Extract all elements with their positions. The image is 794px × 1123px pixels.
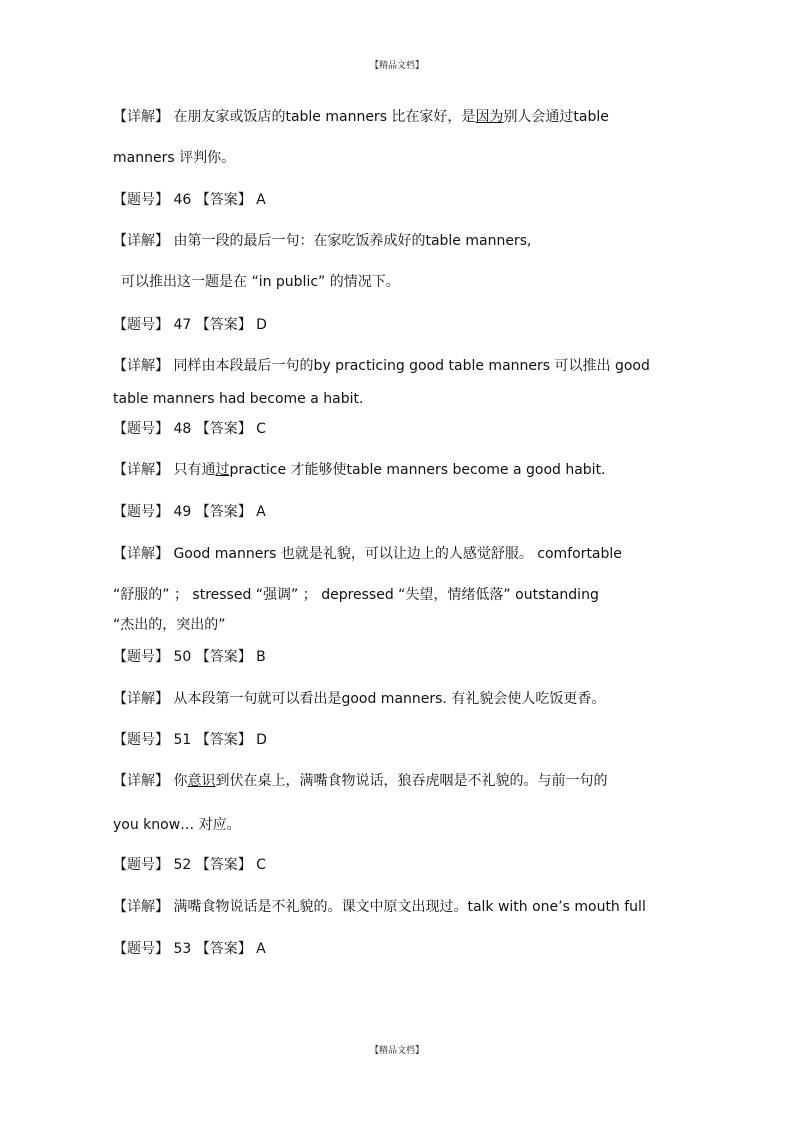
text-line: 【详解】 由第一段的最后一句：在家吃饭养成好的table manners, — [113, 233, 532, 249]
question-number-line: 【题号】 49 【答案】 A — [113, 504, 266, 520]
text-line: 【详解】 同样由本段最后一句的by practicing good table manners 可以推出 good — [113, 358, 650, 374]
underlined-text: 意识 — [187, 773, 216, 789]
text-line: 【详解】 满嘴食物说话是不礼貌的。课文中原文出现过。talk with one’s mouth full — [113, 899, 646, 915]
text-line — [113, 461, 684, 479]
question-number-line: 【题号】 51 【答案】 D — [113, 732, 267, 748]
text-line: you know… 对应。 — [113, 817, 241, 833]
page-header: 【精品文档】 — [369, 61, 424, 71]
text-segment: practice 才能够使table manners become a good habit. — [229, 462, 606, 478]
text-segment: 别人会通过table — [503, 109, 609, 125]
text-segment: 到伏在桌上，满嘴食物说话，狼吞虎咽是不礼貌的。与前一句的 — [215, 773, 608, 789]
text-segment: 【详解】 在朋友家或饭店的table manners 比在家好，是 — [113, 109, 476, 125]
text-line: 【详解】 Good manners 也就是礼貌，可以让边上的人感觉舒服。 comfortable — [113, 546, 622, 562]
text-line: manners 评判你。 — [113, 150, 236, 166]
text-line — [113, 772, 684, 790]
question-number-line: 【题号】 48 【答案】 C — [113, 421, 266, 437]
text-segment: 【详解】 只有通 — [113, 462, 216, 478]
text-line: table manners had become a habit. — [113, 391, 364, 407]
underlined-text: 因为 — [475, 109, 504, 125]
page-footer: 【精品文档】 — [369, 1046, 424, 1056]
question-number-line: 【题号】 46 【答案】 A — [113, 192, 266, 208]
text-segment: 【详解】 你 — [113, 773, 188, 789]
question-number-line: 【题号】 53 【答案】 A — [113, 941, 266, 957]
text-line: 【详解】 从本段第一句就可以看出是good manners. 有礼貌会使人吃饭更香。 — [113, 691, 606, 707]
text-line: “杰出的，突出的” — [113, 617, 226, 633]
question-number-line: 【题号】 52 【答案】 C — [113, 857, 266, 873]
question-number-line: 【题号】 47 【答案】 D — [113, 317, 267, 333]
text-line: 可以推出这一题是在 “in public” 的情况下。 — [121, 274, 400, 290]
question-number-line: 【题号】 50 【答案】 B — [113, 649, 266, 665]
underlined-text: 过 — [215, 462, 230, 478]
text-line: “舒服的” ； stressed “强调” ； depressed “失望，情绪低落” outstanding — [113, 587, 599, 603]
text-line — [113, 108, 684, 126]
